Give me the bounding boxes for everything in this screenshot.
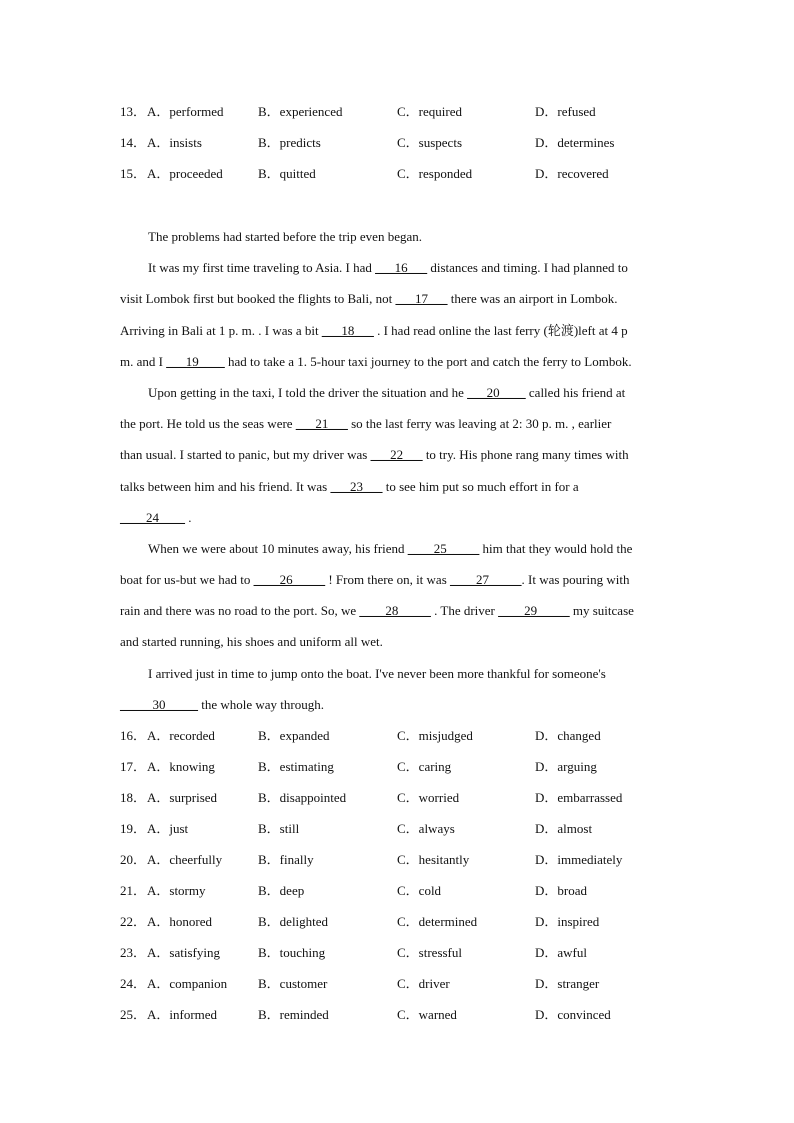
blank-25: ____25_____ [407, 540, 480, 556]
passage-text: had to take a 1. 5-hour taxi journey to the port and catch the ferry to Lombok. [224, 353, 632, 369]
option-d: D．arguing [535, 759, 597, 774]
passage-text: to try. His phone rang many times with [422, 447, 629, 463]
option-c: C．determined [397, 914, 478, 929]
option-d: D．refused [535, 104, 596, 119]
option-b: B．delighted [258, 914, 329, 929]
option-d: D．inspired [535, 914, 600, 929]
blank-19: ___19____ [166, 353, 225, 369]
blank-28: ____28_____ [359, 603, 431, 619]
passage-text: talks between him and his friend. It was [120, 478, 331, 494]
option-b: B．quitted [258, 166, 316, 181]
question-number: 13． [120, 104, 147, 119]
passage-text: than usual. I started to panic, but my driver was [120, 447, 371, 463]
question-number: 16． [120, 728, 147, 743]
question-number: 21． [120, 883, 147, 898]
passage-text: I arrived just in time to jump onto the boat. I've never been more thankful for someone's [148, 665, 606, 681]
blank-26: ____26_____ [253, 572, 326, 588]
option-c: C．warned [397, 1007, 457, 1022]
paragraph-4-line-1 [120, 539, 670, 570]
option-c: C．required [397, 104, 462, 119]
passage-text: him that they would hold the [479, 540, 633, 556]
blank-27: ____27_____ [450, 572, 522, 588]
passage-text: . I had read online the last ferry (轮渡)left at 4 p [373, 322, 628, 338]
paragraph-3-line-5 [120, 508, 670, 539]
passage-text: ! From there on, it was [325, 572, 451, 588]
passage-text: Arriving in Bali at 1 p. m. . I was a bit [120, 322, 322, 338]
option-a: A．performed [147, 104, 224, 119]
question-23-options [120, 943, 680, 974]
question-number: 22． [120, 914, 147, 929]
question-number: 18． [120, 790, 147, 805]
passage-text: boat for us-but we had to [120, 572, 254, 588]
option-c: C．cold [397, 883, 442, 898]
option-b: B．still [258, 821, 300, 836]
passage-text: called his friend at [525, 384, 626, 400]
passage-text: Upon getting in the taxi, I told the driver the situation and he [148, 384, 468, 400]
question-number: 15． [120, 166, 147, 181]
option-d: D．convinced [535, 1007, 611, 1022]
option-b: B．touching [258, 945, 326, 960]
option-b: B．customer [258, 976, 328, 991]
paragraph-3-line-1 [120, 383, 670, 414]
blank-17: ___17___ [395, 291, 448, 307]
option-a: A．proceeded [147, 166, 223, 181]
question-24-options [120, 974, 680, 1005]
option-c: C．worried [397, 790, 460, 805]
option-a: A．surprised [147, 790, 218, 805]
paragraph-2-line-3 [120, 321, 670, 352]
paragraph-3-line-4 [120, 477, 670, 508]
blank-30: _____30_____ [120, 696, 198, 712]
option-c: C．responded [397, 166, 473, 181]
passage-text: m. and I [120, 353, 167, 369]
option-a: A．satisfying [147, 945, 220, 960]
option-a: A．insists [147, 135, 202, 150]
question-number: 17． [120, 759, 147, 774]
option-d: D．determines [535, 135, 615, 150]
question-13-options [120, 102, 680, 133]
blank-23: ___23___ [330, 478, 383, 494]
paragraph-3-line-2 [120, 414, 670, 445]
option-c: C．caring [397, 759, 452, 774]
option-b: B．estimating [258, 759, 334, 774]
paragraph-4-line-2 [120, 570, 670, 601]
option-c: C．driver [397, 976, 450, 991]
passage-text: to see him put so much effort in for a [382, 478, 579, 494]
paragraph-2-line-4 [120, 352, 670, 383]
option-d: D．embarrassed [535, 790, 623, 805]
question-number: 25． [120, 1007, 147, 1022]
question-number: 14． [120, 135, 147, 150]
passage-text: rain and there was no road to the port. So, we [120, 603, 360, 619]
option-a: A．companion [147, 976, 228, 991]
option-b: B．predicts [258, 135, 321, 150]
paragraph-2-line-2 [120, 289, 670, 320]
option-c: C．always [397, 821, 455, 836]
option-a: A．informed [147, 1007, 218, 1022]
passage-text: visit Lombok first but booked the flights to Bali, not [120, 291, 396, 307]
passage-text: the whole way through. [198, 696, 325, 712]
option-b: B．experienced [258, 104, 343, 119]
paragraph-5-line-2 [120, 695, 670, 726]
passage-text: . It was pouring with [521, 572, 630, 588]
passage-text: and started running, his shoes and uniform all wet. [120, 634, 383, 650]
blank-18: ___18___ [321, 322, 374, 338]
blank-21: ___21___ [295, 416, 348, 432]
question-25-options [120, 1005, 680, 1036]
passage-text: distances and timing. I had planned to [427, 260, 628, 276]
option-b: B．finally [258, 852, 314, 867]
passage-text: my suitcase [569, 603, 634, 619]
option-c: C．suspects [397, 135, 463, 150]
passage-text: . [185, 509, 192, 525]
paragraph-5-line-1 [120, 664, 670, 695]
option-b: B．reminded [258, 1007, 329, 1022]
option-d: D．recovered [535, 166, 609, 181]
question-16-options [120, 726, 680, 757]
paragraph-3-line-3 [120, 445, 670, 476]
question-number: 23． [120, 945, 147, 960]
option-c: C．misjudged [397, 728, 473, 743]
option-b: B．disappointed [258, 790, 347, 805]
paragraph-4-line-3 [120, 601, 670, 632]
option-d: D．immediately [535, 852, 623, 867]
option-a: A．honored [147, 914, 212, 929]
passage-text: there was an airport in Lombok. [447, 291, 618, 307]
option-b: B．deep [258, 883, 305, 898]
option-a: A．just [147, 821, 189, 836]
question-number: 24． [120, 976, 147, 991]
blank-29: ____29_____ [498, 603, 570, 619]
option-d: D．changed [535, 728, 601, 743]
question-17-options [120, 757, 680, 788]
option-d: D．awful [535, 945, 587, 960]
option-d: D．almost [535, 821, 593, 836]
question-21-options [120, 881, 680, 912]
option-a: A．knowing [147, 759, 215, 774]
option-c: C．hesitantly [397, 852, 470, 867]
question-number: 20． [120, 852, 147, 867]
options-block-bottom [120, 726, 680, 1036]
option-b: B．expanded [258, 728, 330, 743]
passage-text: It was my first time traveling to Asia. I had [148, 260, 376, 276]
option-a: A．cheerfully [147, 852, 223, 867]
question-20-options [120, 850, 680, 881]
question-22-options [120, 912, 680, 943]
passage-text: The problems had started before the trip even began. [148, 229, 422, 244]
question-15-options [120, 164, 680, 195]
question-19-options [120, 819, 680, 850]
option-a: A．stormy [147, 883, 206, 898]
paragraph-2-line-1 [120, 258, 670, 289]
cloze-passage [120, 227, 670, 726]
option-c: C．stressful [397, 945, 463, 960]
option-d: D．stranger [535, 976, 600, 991]
passage-text: When we were about 10 minutes away, his friend [148, 540, 408, 556]
passage-text: the port. He told us the seas were [120, 416, 296, 432]
question-18-options [120, 788, 680, 819]
blank-22: ___22___ [370, 447, 423, 463]
question-number: 19． [120, 821, 147, 836]
options-block-top [120, 102, 680, 195]
paragraph-4-line-4 [120, 632, 670, 663]
blank-24: ____24____ [120, 509, 185, 525]
paragraph-1 [120, 227, 670, 258]
passage-text: . The driver [430, 603, 499, 619]
blank-20: ___20____ [467, 384, 526, 400]
option-a: A．recorded [147, 728, 215, 743]
blank-16: ___16___ [375, 260, 428, 276]
option-d: D．broad [535, 883, 587, 898]
passage-text: so the last ferry was leaving at 2: 30 p. m. , earlier [347, 416, 612, 432]
question-14-options [120, 133, 680, 164]
